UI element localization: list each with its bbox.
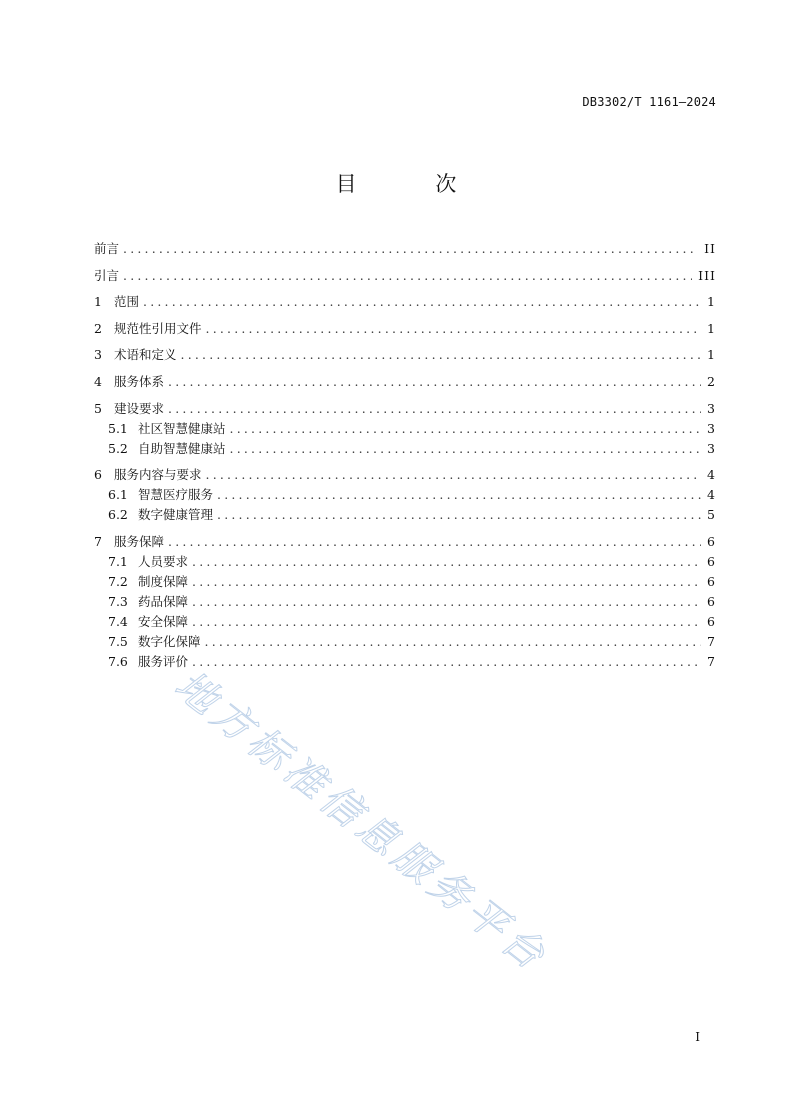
toc-entry-page: 7 — [707, 653, 716, 669]
toc-leader-dots — [143, 292, 701, 312]
toc-leader-dots — [192, 612, 701, 632]
toc-leader-dots — [168, 399, 701, 419]
toc-entry[interactable] — [94, 439, 716, 459]
toc-entry-page: III — [698, 267, 716, 283]
toc-entry-number: 7.6 — [108, 653, 128, 669]
toc-entry-page: 4 — [707, 487, 716, 503]
toc-entry-number: 4 — [94, 373, 102, 389]
toc-leader-dots — [206, 319, 702, 339]
toc-entry-number: 7.2 — [108, 573, 128, 589]
toc-entry-number: 1 — [94, 294, 102, 310]
toc-leader-dots — [192, 552, 701, 572]
toc-leader-dots — [168, 532, 701, 552]
toc-entry[interactable] — [94, 532, 716, 552]
toc-entry-title: 服务内容与要求 — [114, 467, 202, 483]
toc-entry-page: 6 — [707, 553, 716, 569]
toc-leader-dots — [192, 572, 701, 592]
toc-entry-page: 7 — [707, 633, 716, 649]
toc-entry-page: 6 — [707, 613, 716, 629]
toc-leader-dots — [168, 372, 701, 392]
toc-entry-number: 7.4 — [108, 613, 128, 629]
toc-leader-dots — [205, 632, 702, 652]
toc-entry[interactable] — [94, 632, 716, 652]
toc-entry-title: 范围 — [114, 294, 140, 310]
toc-entry[interactable] — [94, 505, 716, 525]
toc-entry-title: 社区智慧健康站 — [138, 420, 226, 436]
toc-entry-page: 1 — [707, 347, 716, 363]
toc-entry[interactable] — [94, 399, 716, 419]
toc-entry[interactable] — [94, 552, 716, 572]
toc-leader-dots — [217, 485, 701, 505]
page-title: 目 次 — [335, 172, 493, 196]
toc-entry-title: 数字健康管理 — [138, 507, 214, 523]
toc-entry[interactable] — [94, 652, 716, 672]
toc-entry-page: 3 — [707, 440, 716, 456]
toc-entry-title: 制度保障 — [138, 573, 189, 589]
toc-entry-title: 自助智慧健康站 — [138, 440, 226, 456]
toc-entry-page: 4 — [707, 467, 716, 483]
toc-entry-title: 安全保障 — [138, 613, 189, 629]
toc-entry[interactable] — [94, 319, 716, 339]
toc-leader-dots — [217, 505, 701, 525]
page-number: I — [695, 1030, 700, 1044]
toc-leader-dots — [123, 266, 692, 286]
toc-entry-page: 6 — [707, 593, 716, 609]
toc-entry-number: 7.5 — [108, 633, 128, 649]
toc-entry-page: 5 — [707, 507, 716, 523]
toc-entry-title: 人员要求 — [138, 553, 189, 569]
watermark: 地方标准信息服务平台 — [166, 662, 557, 982]
toc-entry-page: 6 — [707, 573, 716, 589]
toc-entry-title: 智慧医疗服务 — [138, 487, 214, 503]
toc-entry-number: 5.2 — [108, 440, 128, 456]
toc-entry-number: 6.2 — [108, 507, 128, 523]
toc-entry[interactable] — [94, 572, 716, 592]
toc-leader-dots — [192, 592, 701, 612]
toc-entry-title: 服务体系 — [114, 373, 165, 389]
toc-entry-title: 数字化保障 — [138, 633, 201, 649]
toc-leader-dots — [230, 439, 702, 459]
toc-entry-number: 2 — [94, 320, 102, 336]
toc-entry-number: 5.1 — [108, 420, 128, 436]
toc-entry-title: 前言 — [94, 241, 120, 256]
toc-entry[interactable] — [94, 592, 716, 612]
toc-entry[interactable] — [94, 465, 716, 485]
toc-entry-page: 2 — [707, 373, 716, 389]
toc-entry[interactable] — [94, 372, 716, 392]
toc-leader-dots — [181, 345, 702, 365]
toc-entry-number: 7.1 — [108, 553, 128, 569]
toc-entry-title: 规范性引用文件 — [114, 320, 202, 336]
toc-entry[interactable] — [94, 292, 716, 312]
toc-leader-dots — [230, 419, 702, 439]
toc-entry[interactable] — [94, 266, 716, 286]
toc-entry-page: 1 — [707, 320, 716, 336]
toc-entry-page: 3 — [707, 400, 716, 416]
toc-entry-number: 3 — [94, 347, 102, 363]
toc-leader-dots — [192, 652, 701, 672]
toc-entry-title: 术语和定义 — [114, 347, 177, 363]
toc-leader-dots — [206, 465, 702, 485]
toc-entry[interactable] — [94, 419, 716, 439]
toc-entry-page: II — [704, 241, 716, 256]
toc-entry-title: 建设要求 — [114, 400, 165, 416]
toc-entry[interactable] — [94, 485, 716, 505]
toc-leader-dots — [123, 239, 698, 259]
toc-entry-page: 3 — [707, 420, 716, 436]
toc-entry[interactable] — [94, 612, 716, 632]
toc-entry-number: 5 — [94, 400, 102, 416]
toc-entry-title: 引言 — [94, 267, 120, 283]
table-of-contents — [94, 239, 716, 672]
toc-entry[interactable] — [94, 345, 716, 365]
toc-entry[interactable] — [94, 239, 716, 259]
toc-entry-title: 药品保障 — [138, 593, 189, 609]
document-code: DB3302/T 1161—2024 — [582, 95, 716, 109]
toc-entry-number: 6 — [94, 467, 102, 483]
toc-entry-number: 7 — [94, 533, 102, 549]
toc-entry-title: 服务评价 — [138, 653, 189, 669]
toc-entry-title: 服务保障 — [114, 533, 165, 549]
toc-entry-number: 7.3 — [108, 593, 128, 609]
toc-entry-page: 1 — [707, 294, 716, 310]
toc-entry-number: 6.1 — [108, 487, 128, 503]
toc-entry-page: 6 — [707, 533, 716, 549]
